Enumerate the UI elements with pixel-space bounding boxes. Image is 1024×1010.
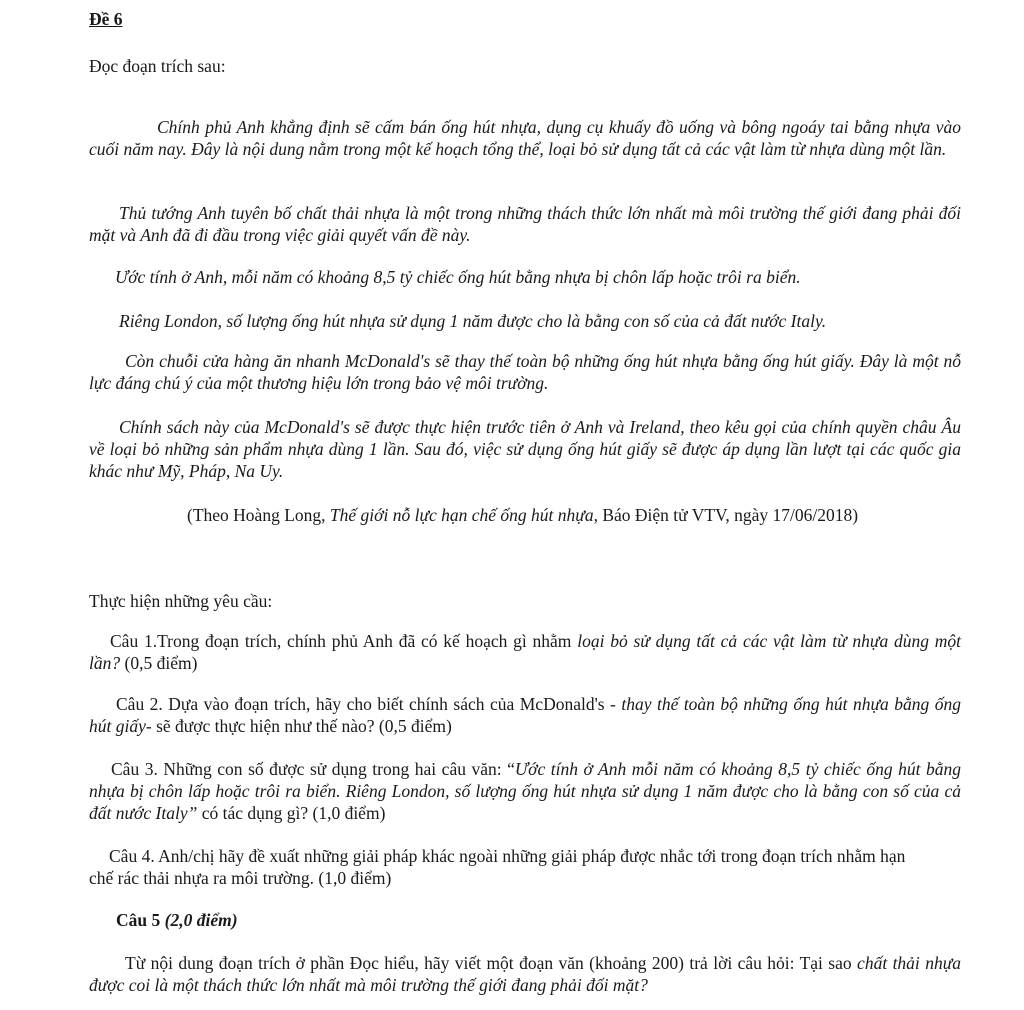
passage-paragraph-6: Chính sách này của McDonald's sẽ được thực hiện trước tiên ở Anh và Ireland, theo kêu gọi của chính quyền châu Âu về loại bỏ những sản phẩm nhựa dùng 1 lần. Sau đó, việc sử dụng ống hút giấy sẽ được áp dụng lần lượt tại các quốc gia khác như Mỹ, Pháp, Na Uy. <box>89 417 961 481</box>
question-1: Câu 1.Trong đoạn trích, chính phủ Anh đã có kế hoạch gì nhằm loại bỏ sử dụng tất cả các vật làm từ nhựa dùng một lần? (0,5 điểm) <box>89 631 961 673</box>
reading-instruction: Đọc đoạn trích sau: <box>89 56 226 76</box>
source-citation: (Theo Hoàng Long, Thế giới nỗ lực hạn chế ống hút nhựa, Báo Điện tử VTV, ngày 17/06/2018) <box>187 505 859 525</box>
tasks-title: Thực hiện những yêu cầu: <box>89 591 273 611</box>
passage-paragraph-3: Ước tính ở Anh, mỗi năm có khoảng 8,5 tỷ chiếc ống hút bằng nhựa bị chôn lấp hoặc trôi ra biển. <box>115 267 801 287</box>
passage-paragraph-5: Còn chuỗi cửa hàng ăn nhanh McDonald's sẽ thay thế toàn bộ những ống hút nhựa bằng ống hút giấy. Đây là một nỗ lực đáng chú ý của một thương hiệu lớn trong bảo vệ môi trường. <box>89 351 961 393</box>
page-heading: Đề 6 <box>89 9 123 29</box>
passage-paragraph-2: Thủ tướng Anh tuyên bố chất thải nhựa là một trong những thách thức lớn nhất mà môi trường thế giới đang phải đối mặt và Anh đã đi đầu trong việc giải quyết vấn đề này. <box>89 203 961 245</box>
passage-paragraph-4: Riêng London, số lượng ống hút nhựa sử dụng 1 năm được cho là bằng con số của cả đất nước Italy. <box>119 311 827 331</box>
question-3: Câu 3. Những con số được sử dụng trong hai câu văn: “Ước tính ở Anh mỗi năm có khoảng 8,5 tỷ chiếc ống hút bằng nhựa bị chôn lấp hoặc trôi ra biển. Riêng London, số lượng ống hút nhựa sử dụng 1 năm được cho là bằng con số của cả đất nước Italy” có tác dụng gì? (1,0 điểm) <box>89 759 961 823</box>
passage-paragraph-1: Chính phủ Anh khẳng định sẽ cấm bán ống hút nhựa, dụng cụ khuấy đồ uống và bông ngoáy tai bằng nhựa vào cuối năm nay. Đây là nội dung nằm trong một kế hoạch tổng thể, loại bỏ sử dụng tất cả các vật làm từ nhựa dùng một lần. <box>89 117 961 159</box>
question-2: Câu 2. Dựa vào đoạn trích, hãy cho biết chính sách của McDonald's - thay thế toàn bộ những ống hút nhựa bằng ống hút giấy- sẽ được thực hiện như thế nào? (0,5 điểm) <box>89 694 961 736</box>
question-5-text: Từ nội dung đoạn trích ở phần Đọc hiểu, hãy viết một đoạn văn (khoảng 200) trả lời câu hỏi: Tại sao chất thải nhựa được coi là một thách thức lớn nhất mà môi trường thế giới đang phải đối mặt? <box>89 953 961 995</box>
question-4: Câu 4. Anh/chị hãy đề xuất những giải pháp khác ngoài những giải pháp được nhắc tới trong đoạn trích nhằm hạn chế rác thải nhựa ra môi trường. (1,0 điểm) <box>89 846 906 888</box>
source-article-title: Thế giới nỗ lực hạn chế ống hút nhựa <box>329 505 594 525</box>
question-5-heading: Câu 5 (2,0 điểm) <box>116 910 238 930</box>
